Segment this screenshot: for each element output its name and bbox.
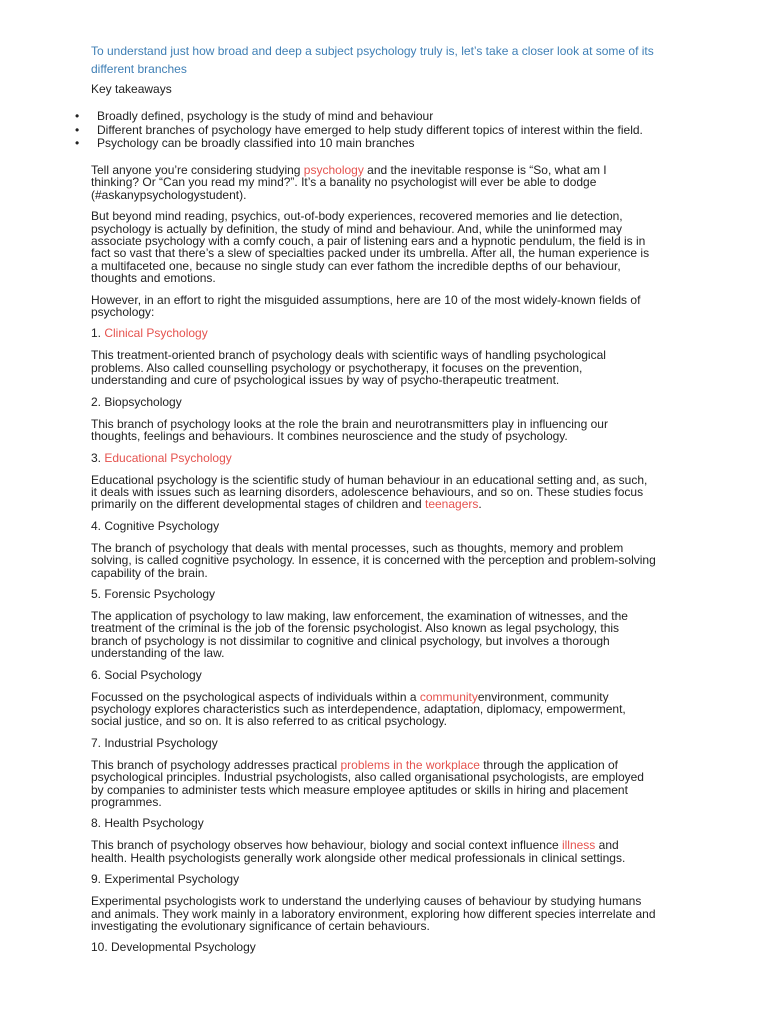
branch-heading-experimental: 9. Experimental Psychology [91,872,240,887]
branch-text-social: Focussed on the psychological aspects of individuals within a communityenvironment, community psychology explores characteristics such as interdependence, adaptation, diplomacy, empowerment, social justice, and so on. It is also referred to as critical psychology. [91,689,626,729]
key-takeaways-list [75,110,643,151]
branch-heading-clinical: 1. Clinical Psychology [91,326,208,341]
branch-text-educational: Educational psychology is the scientific study of human behaviour in an educational setting and, as such, it deals with issues such as learning disorders, adolescence behaviours, and so on. These studies focus primarily on the different developmental stages of children and teenagers. [91,472,648,512]
paragraph-intro: Tell anyone you’re considering studying psychology and the inevitable response is “So, what am I thinking? Or “Can you read my mind?”. It’s a banality no psychologist will ever be able to dodge (#askanypsychologystudent). [91,163,607,202]
workplace-problems-link[interactable]: problems in the workplace [340,757,480,772]
takeaway-item: • Broadly defined, psychology is the study of mind and behaviour [75,110,643,124]
illness-link[interactable]: illness [561,838,596,853]
branch-text-health: This branch of psychology observes how behaviour, biology and social context influence illness and health. Health psychologists generally work alongside other medical professionals in clinical settings. [91,838,626,865]
takeaway-item: • Different branches of psychology have emerged to help study different topics of interest within the field. [75,124,643,138]
paragraph-fields-intro: However, in an effort to right the misguided assumptions, here are 10 of the most widely-known fields of psychology: [91,292,641,320]
clinical-psychology-link[interactable]: Clinical Psychology [104,326,208,341]
branch-text-clinical: This treatment-oriented branch of psychology deals with scientific ways of handling psychological problems. Also called counselling psychology or psychotherapy, it focuses on the prevention, understanding and cure of psychological issues by way of psycho-therapeutic treatment. [91,348,606,388]
branch-heading-developmental: 10. Developmental Psychology [91,940,256,955]
branch-heading-bio: 2. Biopsychology [91,394,182,409]
teenagers-link[interactable]: teenagers [424,497,479,512]
branch-heading-forensic: 5. Forensic Psychology [91,586,216,601]
branch-heading-health: 8. Health Psychology [91,816,204,831]
branch-text-industrial: This branch of psychology addresses practical problems in the workplace through the application of psychological principles. Industrial psychologists, also called organisational psychologists, are employed by companies to administer tests which measure employee aptitudes or skills in hiring and placement programmes. [91,757,644,809]
branch-heading-educational: 3. Educational Psychology [91,450,232,465]
branch-text-experimental: Experimental psychologists work to understand the underlying causes of behaviour by studying humans and animals. They work mainly in a laboratory environment, exploring how different species interrelate and investigating the evolutionary significance of certain behaviours. [91,894,656,934]
psychology-link[interactable]: psychology [303,163,364,177]
paragraph-definition: But beyond mind reading, psychics, out-of-body experiences, recovered memories and lie detection, psychology is actually by definition, the study of mind and behaviour. And, while the uninformed may associate psychology with a comfy couch, a pair of listening ears and a hypnotic pendulum, the field is in fact so vast that there’s a slew of specialties packed under its umbrella. After all, the human experience is a multifaceted one, because no single study can ever fathom the incredible depths of our behaviour, thoughts and emotions. [91,209,650,286]
branch-heading-industrial: 7. Industrial Psychology [91,735,218,750]
branch-heading-cognitive: 4. Cognitive Psychology [91,518,220,533]
educational-psychology-link[interactable]: Educational Psychology [104,450,232,465]
branch-text-bio: This branch of psychology looks at the role the brain and neurotransmitters play in influencing our thoughts, feelings and behaviours. It combines neuroscience and the study of psychology. [91,416,608,444]
takeaway-item: • Psychology can be broadly classified into 10 main branches [75,137,643,151]
branch-text-cognitive: The branch of psychology that deals with mental processes, such as thoughts, memory and problem solving, is called cognitive psychology. In essence, it is concerned with the perception and problem-solving capability of the brain. [91,540,656,580]
branch-text-forensic: The application of psychology to law making, law enforcement, the examination of witnesses, and the treatment of the criminal is the job of the forensic psychologist. Also known as legal psychology, this branch of psychology is not dissimilar to cognitive and clinical psychology, but involves a thorough understanding of the law. [91,608,628,661]
branch-heading-social: 6. Social Psychology [91,667,202,682]
article-body [91,164,656,963]
key-takeaways-title: Key takeaways [91,82,172,96]
intro-text: To understand just how broad and deep a subject psychology truly is, let’s take a closer look at some of its different branches [91,44,654,76]
community-link[interactable]: community [419,689,478,704]
